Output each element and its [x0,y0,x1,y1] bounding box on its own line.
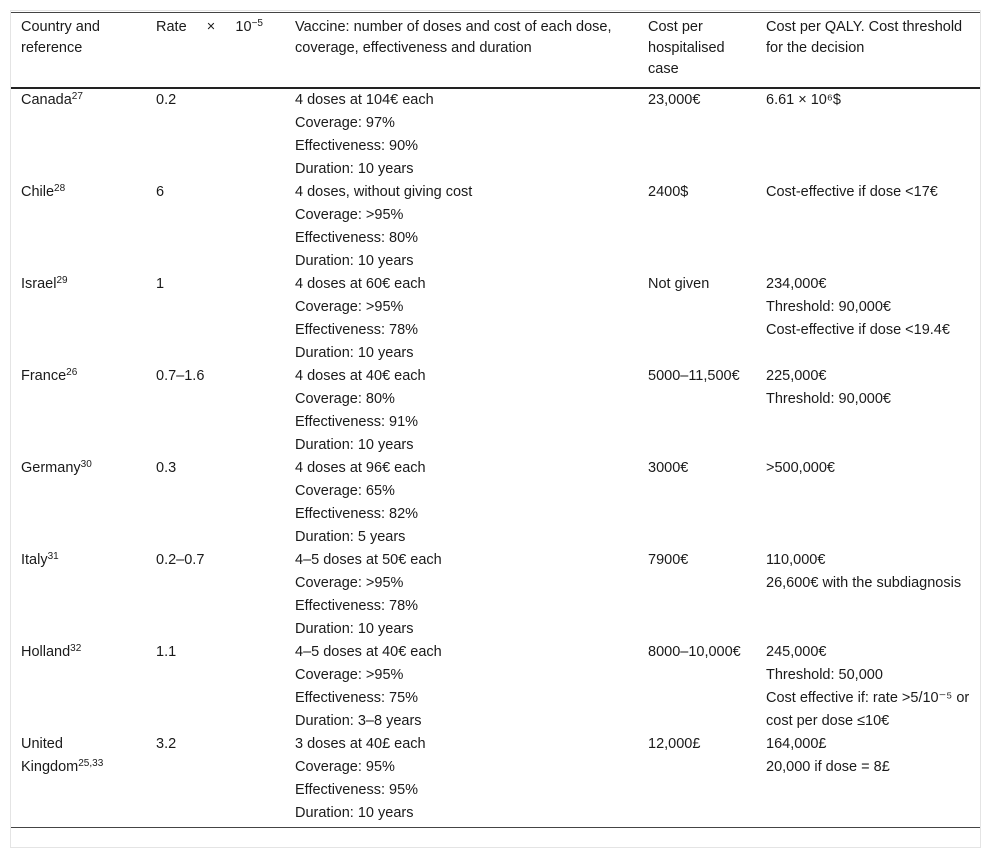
vaccine-detail: Duration: 10 years [295,345,414,361]
vaccine-detail: Duration: 10 years [295,621,414,637]
vaccine-detail: Duration: 3–8 years [295,713,422,729]
rate-cell: 0.7–1.6 [156,368,205,384]
vaccine-detail: Effectiveness: 82% [295,506,419,522]
vaccine-detail: Coverage: >95% [295,667,404,683]
country-name: France [21,368,67,384]
table-row [11,641,980,733]
qaly-detail: 164,000£ [766,736,827,752]
country-cell [11,181,146,273]
reference-number: 26 [66,367,78,378]
vaccine-detail: Duration: 10 years [295,805,414,821]
country-cell [11,88,146,181]
cost-qaly-cell [756,457,980,549]
vaccine-detail: Coverage: 95% [295,759,395,775]
qaly-detail: Cost effective if: rate >5/10⁻⁵ or cost per dose ≤10€ [766,690,970,729]
table-row [11,273,980,365]
qaly-detail: 20,000 if dose = 8£ [766,759,890,775]
vaccine-detail: 4 doses at 40€ each [295,368,426,384]
header-rate-exp: −5 [251,18,263,29]
cost-qaly-cell [756,365,980,457]
vaccine-detail: Effectiveness: 78% [295,322,419,338]
vaccine-detail: Duration: 10 years [295,437,414,453]
vaccine-detail: Coverage: 65% [295,483,395,499]
country-cell [11,549,146,641]
cost-case-cell: 2400$ [648,184,689,200]
rate-cell: 0.3 [156,460,177,476]
rate-cell: 0.2 [156,92,177,108]
cost-case-cell: 12,000£ [638,733,756,828]
cost-qaly-cell [756,88,980,181]
table-body [11,88,980,828]
vaccine-detail: 3 doses at 40£ each [295,736,426,752]
reference-number: 30 [80,459,92,470]
country-name: Italy [21,552,48,568]
header-rate-base: 10 [235,19,252,35]
qaly-detail: 245,000€ [766,644,827,660]
country-name: United Kingdom [21,736,79,775]
vaccine-cell [285,365,638,457]
header-cost-case: Cost per hospitalised case [638,13,756,89]
vaccine-cell [285,181,638,273]
reference-number: 29 [56,275,68,286]
vaccine-cell [285,549,638,641]
qaly-detail: 110,000€ [766,552,826,568]
vaccine-detail: Effectiveness: 78% [295,598,419,614]
reference-number: 25,33 [78,758,104,769]
country-name: Germany [21,460,81,476]
cost-qaly-cell [756,273,980,365]
header-country: Country and reference [11,13,146,89]
country-name: Chile [21,184,55,200]
header-row [11,13,980,89]
country-cell [11,641,146,733]
cost-case-cell: 5000–11,500€ [648,368,740,384]
vaccine-detail: Coverage: >95% [295,299,404,315]
cost-effectiveness-table [11,12,980,828]
rate-cell: 0.2–0.7 [156,552,205,568]
reference-number: 27 [71,91,83,102]
table-row [11,365,980,457]
vaccine-detail: 4 doses at 60€ each [295,276,426,292]
cost-case-cell: 8000–10,000€ [648,644,741,660]
reference-number: 31 [47,551,59,562]
qaly-detail: Cost-effective if dose <19.4€ [766,322,950,338]
vaccine-cell [285,641,638,733]
vaccine-detail: 4 doses at 96€ each [295,460,426,476]
qaly-detail: >500,000€ [766,460,835,476]
cost-case-cell: 3000€ [648,460,689,476]
rate-cell: 1.1 [156,644,177,660]
header-cost-qaly: Cost per QALY. Cost threshold for the decision [756,13,980,89]
vaccine-cell [285,457,638,549]
cost-case-cell: 7900€ [648,552,689,568]
header-vaccine: Vaccine: number of doses and cost of each dose, coverage, effectiveness and duration [285,13,638,89]
table-container [10,10,981,848]
vaccine-detail: Effectiveness: 80% [295,230,419,246]
country-cell [11,733,146,828]
table-row [11,181,980,273]
rate-cell: 1 [156,276,165,292]
qaly-detail: Threshold: 90,000€ [766,391,891,407]
country-name: Holland [21,644,71,660]
cost-case-cell: Not given [648,276,710,292]
country-cell [11,457,146,549]
vaccine-detail: Effectiveness: 75% [295,690,419,706]
qaly-detail: Cost-effective if dose <17€ [766,184,938,200]
country-cell [11,365,146,457]
header-rate-label: Rate [156,19,187,35]
vaccine-detail: Effectiveness: 95% [295,782,419,798]
rate-cell: 6 [156,184,165,200]
cost-qaly-cell [756,733,980,828]
qaly-detail: Threshold: 90,000€ [766,299,891,315]
vaccine-detail: Duration: 10 years [295,161,414,177]
vaccine-detail: Duration: 10 years [295,253,414,269]
country-name: Israel [21,276,57,292]
vaccine-detail: 4 doses at 104€ each [295,92,434,108]
vaccine-detail: Coverage: >95% [295,575,404,591]
qaly-detail: 26,600€ with the subdiagnosis [766,575,962,591]
qaly-detail: 234,000€ [766,276,827,292]
vaccine-detail: Coverage: >95% [295,207,404,223]
qaly-detail: 6.61 × 10⁶$ [766,92,841,108]
reference-number: 28 [54,183,66,194]
vaccine-detail: Coverage: 97% [295,115,395,131]
vaccine-detail: 4–5 doses at 50€ each [295,552,442,568]
table-row [11,88,980,181]
vaccine-detail: Duration: 5 years [295,529,406,545]
rate-cell: 3.2 [146,733,285,828]
cost-case-cell: 23,000€ [648,92,701,108]
cost-qaly-cell [756,181,980,273]
cost-qaly-cell [756,641,980,733]
qaly-detail: Threshold: 50,000 [766,667,883,683]
vaccine-cell [285,733,638,828]
header-rate [146,13,285,89]
vaccine-cell [285,273,638,365]
vaccine-detail: 4–5 doses at 40€ each [295,644,442,660]
country-name: Canada [21,92,72,108]
table-row [11,457,980,549]
header-rate-times: × [206,19,216,35]
vaccine-detail: Effectiveness: 90% [295,138,419,154]
reference-number: 32 [70,643,82,654]
vaccine-cell [285,88,638,181]
country-cell [11,273,146,365]
vaccine-detail: Coverage: 80% [295,391,395,407]
table-row [11,733,980,828]
qaly-detail: 225,000€ [766,368,827,384]
table-row [11,549,980,641]
vaccine-detail: 4 doses, without giving cost [295,184,473,200]
vaccine-detail: Effectiveness: 91% [295,414,419,430]
cost-qaly-cell [756,549,980,641]
